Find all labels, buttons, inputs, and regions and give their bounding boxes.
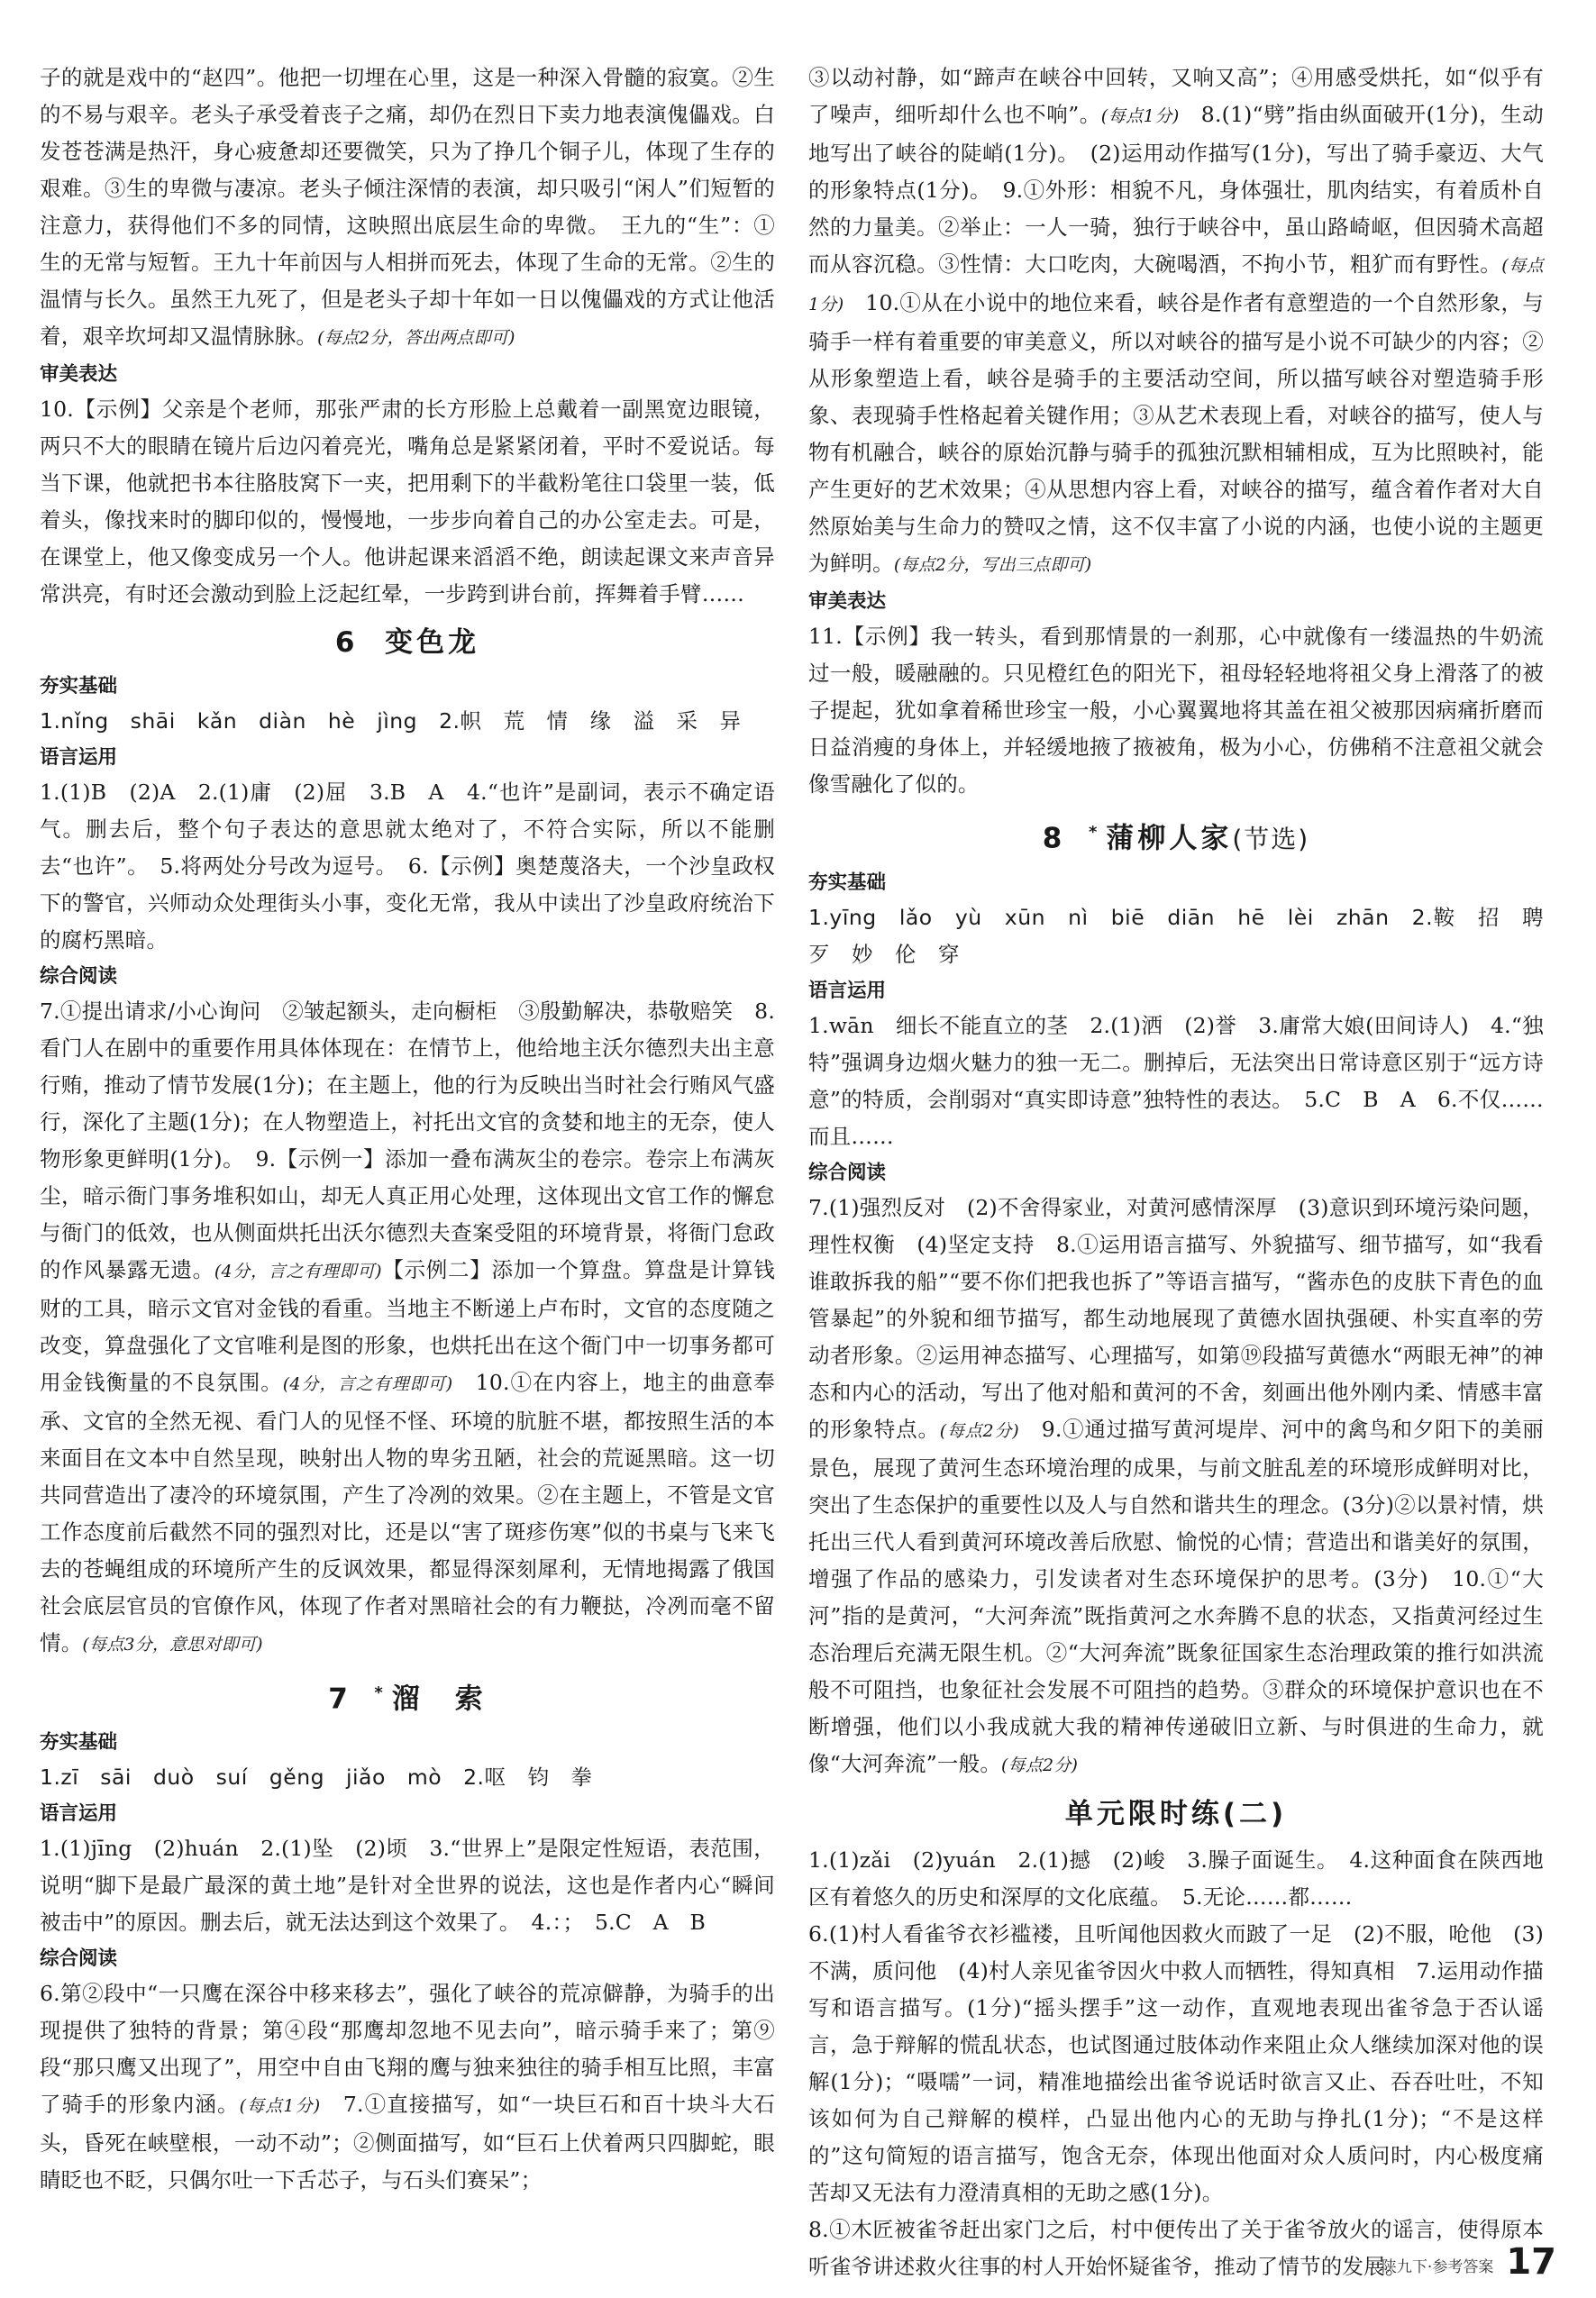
answer-paragraph <box>40 1830 775 1941</box>
answer-text: 6.第②段中“一只鹰在深谷中移来移去”，强化了峡谷的荒凉僻静，为骑手的出现提供了独特的背景；第④段“那鹰却忽地不见去向”，暗示骑手来了；第⑨段“那只鹰又出现了”，用空中自由飞翔的鹰与独来独往的骑手相互比照，丰富了骑手的形象内涵。 <box>40 1981 775 2118</box>
left-column <box>40 59 775 2199</box>
answer-paragraph <box>808 618 1544 803</box>
answer-paragraph <box>40 391 775 613</box>
lesson-subtitle: (节选) <box>1232 824 1310 854</box>
section-heading: 综合阅读 <box>40 965 118 988</box>
answer-text: 9.①通过描写黄河堤岸、河中的禽鸟和夕阳下的美丽景色，展现了黄河生态环境治理的成果，与前文脏乱差的环境形成鲜明对比，突出了生态保护的重要性以及人与自然和谐共生的理念。(3分)②以景衬情，烘托出三代人看到黄河环境改善后欣慰、愉悦的心情；营造出和谐美好的氛围，增强了作品的感染力，引发读者对生态环境保护的思考。(3分) 10.①“大河”指的是黄河，“大河奔流”既指黄河之水奔腾不息的状态，又指黄河经过生态治理后充满无限生机。②“大河奔流”既象征国家生态治理政策的推行如洪流般不可阻挡，也象征社会发展不可阻挡的趋势。③群众的环境保护意识也在不断增强，他们以小我成就大我的精神传递破旧立新、与时俱进的生命力，就像“大河奔流”一般。 <box>808 1417 1544 1777</box>
score-note: (每点1分) <box>1100 106 1180 126</box>
section-heading: 综合阅读 <box>808 1162 887 1185</box>
lesson-name: 单元限时练(二) <box>1064 1798 1288 1831</box>
answer-text: 11.【示例】我一转头，看到那情景的一刹那，心中就像有一缕温热的牛奶流过一般，暖融融的。只见橙红色的阳光下，祖母轻轻地将祖父身上滑落了的被子提起，犹如拿着稀世珍宝一般，小心翼翼地将其盖在祖父被那因病痛折磨而日益消瘦的身体上，并轻缓地掖了掖被角，极为小心，仿佛稍不注意祖父就会像雪融化了似的。 <box>808 624 1544 797</box>
answer-text: 【示例二】添加一个算盘。算盘是计算钱财的工具，暗示文官对金钱的看重。当地主不断递上卢布时，文官的态度随之改变，算盘强化了文官唯利是图的形象，也烘托出在这个衙门中一切事务都可用金钱衡量的不良氛围。 <box>40 1257 775 1395</box>
answer-paragraph <box>808 59 1544 584</box>
answer-paragraph <box>40 993 775 1664</box>
answer-text: 1.wān 细长不能直立的茎 2.(1)洒 (2)誉 3.庸常大娘(田间诗人) 4.“独特”强调身边烟火魅力的独一无二。删掉后，无法突出日常诗意区别于“远方诗意”的特质，会削弱对“真实即诗意”独特性的表达。 5.C B A 6.不仅……而且…… <box>808 1013 1544 1150</box>
footer-label: 陕九下·参考答案 <box>1381 2258 1494 2276</box>
lesson-number: 6 <box>334 626 359 659</box>
lesson-number: 7 <box>328 1682 351 1716</box>
answer-paragraph <box>40 703 775 740</box>
section-heading: 审美表达 <box>40 363 118 386</box>
answer-paragraph <box>40 1759 775 1796</box>
score-note: (每点2分) <box>1001 1755 1079 1776</box>
score-note: (每点3分，意思对即可) <box>82 1635 263 1655</box>
answer-text: 1.(1)jīng (2)huán 2.(1)坠 (2)顷 3.“世界上”是限定性短语，表范围，说明“脚下是最广最深的黄土地”是针对全世界的说法，这也是作者内心“瞬间被击中”的原因。删去后，就无法达到这个效果了。 4.：； 5.C A B <box>40 1836 775 1936</box>
answer-text: 10.①在内容上，地主的曲意奉承、文官的全然无视、看门人的见怪不怪、环境的肮脏不堪，都按照生活的本来面目在文本中自然呈现，映射出人物的卑劣丑陋，社会的荒诞黑暗。这一切共同营造出了凄冷的环境氛围，产生了冷冽的效果。②在主题上，不管是文官工作态度前后截然不同的强烈对比，还是以“害了斑疹伤寒”似的书桌与飞来飞去的苍蝇组成的环境所产生的反讽效果，都显得深刻犀利，无情地揭露了俄国社会底层官员的官僚作风，体现了作者对黑暗社会的有力鞭挞，冷冽而毫不留情。 <box>40 1370 775 1655</box>
answer-paragraph <box>808 899 1565 973</box>
lesson-name: 蒲柳人家 <box>1106 822 1233 855</box>
lesson-title <box>808 1788 1544 1840</box>
answer-text: 1.nǐng shāi kǎn diàn hè jìng 2.帜 荒 情 缘 溢 采 异 <box>40 708 742 734</box>
score-note: (每点2分，写出三点即可) <box>893 555 1092 575</box>
answer-text: 8.(1)“劈”指由纵面破开(1分)，生动地写出了峡谷的陡峭(1分)。 (2)运用动作描写(1分)，写出了骑手豪迈、大气的形象特点(1分)。 9.①外形：相貌不凡，身体强壮，肌肉结实，有着质朴自然的力量美。②举止：一人一骑，独行于峡谷中，虽山路崎岖，但因骑术高超而从容沉稳。③性情：大口吃肉，大碗喝酒，不拘小节，粗犷而有野性。 <box>808 102 1544 277</box>
lesson-number: 8 <box>1042 822 1066 855</box>
section-heading: 夯实基础 <box>40 675 118 698</box>
score-note: (每点1分) <box>808 256 1544 315</box>
answer-paragraph <box>40 1975 775 2199</box>
section-heading: 夯实基础 <box>808 871 887 895</box>
score-note: (每点1分) <box>239 2096 321 2117</box>
lesson-title <box>40 1667 775 1725</box>
answer-paragraph <box>40 59 775 357</box>
answer-text: 1.yīng lǎo yù xūn nì biē diān hē lèi zhān 2.鞍 招 聘 歹 妙 伦 穿 <box>808 905 1565 968</box>
answer-paragraph <box>808 1190 1544 1784</box>
answer-text: 10.【示例】父亲是个老师，那张严肃的长方形脸上总戴着一副黑宽边眼镜，两只不大的眼睛在镜片后边闪着亮光，嘴角总是紧紧闭着，平时不爱说话。每当下课，他就把书本往胳肢窝下一夹，把用剩下的半截粉笔往口袋里一装，低着头，像找来时的脚印似的，慢慢地，一步步向着自己的办公室走去。可是，在课堂上，他又像变成另一个人。他讲起课来滔滔不绝，朗读起课文来声音异常洪亮，有时还会激动到脸上泛起红晕，一步跨到讲台前，挥舞着手臂…… <box>40 397 775 606</box>
answer-paragraph <box>40 774 775 959</box>
answer-text: 10.①从在小说中的地位来看，峡谷是作者有意塑造的一个自然形象，与骑手一样有着重要的审美意义，所以对峡谷的描写是小说不可缺少的内容；②从形象塑造上看，峡谷是骑手的主要活动空间，所以描写峡谷对塑造骑手形象、表现骑手性格起着关键作用；③从艺术表现上看，对峡谷的描写，使人与物有机融合，峡谷的原始沉静与骑手的孤独沉默相辅相成，互为比照映衬，能产生更好的艺术效果；④从思想内容上看，对峡谷的描写，蕴含着作者对大自然原始美与生命力的赞叹之情，这不仅丰富了小说的内涵，也使小说的主题更为鲜明。 <box>808 290 1545 576</box>
lesson-title <box>40 616 775 669</box>
answer-paragraph <box>808 1842 1544 1916</box>
answer-text: 6.(1)村人看雀爷衣衫褴褛，且听闻他因救火而跛了一足 (2)不服，呛他 (3)不满，质问他 (4)村人亲见雀爷因火中救人而牺牲，得知真相 7.运用动作描写和语言描写。(1分)“摇头摆手”这一动作，直观地表现出雀爷急于否认谣言，急于辩解的慌乱状态，也试图通过肢体动作来阻止众人继续加深对他的误解(1分)；“嗫嚅”一词，精准地描绘出雀爷说话时欲言又止、吞吞吐吐，不知该如何为自己辩解的模样，凸显出他内心的无助与挣扎(1分)；“不是这样的”这句简短的语言描写，饱含无奈，体现出他面对众人质问时，内心极度痛苦却又无法有力澄清真相的无助之感(1分)。 <box>808 1921 1544 2206</box>
answer-text: 1.(1)B (2)A 2.(1)庸 (2)屈 3.B A 4.“也许”是副词，表示不确定语气。删去后，整个句子表达的意思就太绝对了，不符合实际，所以不能删去“也许”。 5.将两处分号改为逗号。 6.【示例】奥楚蔑洛夫，一个沙皇政权下的警官，兴师动众处理街头小事，变化无常，我从中读出了沙皇政府统治下的腐朽黑暗。 <box>40 780 775 953</box>
score-note: (每点2分) <box>939 1421 1019 1442</box>
answer-text: ③以动衬静，如“蹄声在峡谷中回转，又响又高”；④用感受烘托，如“似乎有了噪声，细听却什么也不响”。 <box>808 65 1544 127</box>
section-heading: 审美表达 <box>808 590 887 613</box>
section-heading: 语言运用 <box>808 980 887 1003</box>
lesson-title <box>808 807 1544 865</box>
answer-paragraph <box>808 1008 1544 1155</box>
page-footer <box>1382 2239 1556 2282</box>
score-note: (每点2分，答出两点即可) <box>317 328 515 348</box>
answer-text: 7.①提出请求/小心询问 ②皱起额头，走向橱柜 ③殷勤解决，恭敬赔笑 8.看门人在剧中的重要作用具体体现在：在情节上，他给地主沃尔德烈夫出主意行贿，推动了情节发展(1分)；在主题上，他的行为反映出当时社会行贿风气盛行，深化了主题(1分)；在人物塑造上，衬托出文官的贪婪和地主的无奈，使人物形象更鲜明(1分)。 9.【示例一】添加一叠布满灰尘的卷宗。卷宗上布满灰尘，暗示衙门事务堆积如山，却无人真正用心处理，这体现出文官工作的懈怠与衙门的低效，也从侧面烘托出沃尔德烈夫查案受阻的环境背景，将衙门怠政的作风暴露无遗。 <box>40 999 775 1282</box>
section-heading: 语言运用 <box>40 1802 118 1826</box>
score-note: (4分，言之有理即可) <box>214 1262 382 1281</box>
lesson-name: 溜 索 <box>391 1682 487 1716</box>
optional-mark: * <box>1088 823 1098 842</box>
section-heading: 夯实基础 <box>40 1731 118 1755</box>
answer-text: 1.zī sāi duò suí gěng jiǎo mò 2.呕 钧 拳 <box>40 1765 593 1791</box>
score-note: (4分，言之有理即可) <box>282 1374 453 1394</box>
answer-text: 7.(1)强烈反对 (2)不舍得家业，对黄河感情深厚 (3)意识到环境污染问题，理性权衡 (4)坚定支持 8.①运用语言描写、外貌描写、细节描写，如“我看谁敢拆我的船”“要不你们把我也拆了”等语言描写，“酱赤色的皮肤下青色的血管暴起”的外貌和细节描写，都生动地展现了黄德水固执强硬、朴实直率的劳动者形象。②运用神态描写、心理描写，如第⑲段描写黄德水“两眼无神”的神态和内心的活动，写出了他对船和黄河的不舍，刻画出他外刚内柔、情感丰富的形象特点。 <box>808 1195 1544 1443</box>
right-column <box>808 59 1565 2285</box>
optional-mark: * <box>374 1683 383 1702</box>
page-number: 17 <box>1506 2241 1556 2283</box>
lesson-name: 变色龙 <box>385 626 480 659</box>
answer-text: 子的就是戏中的“赵四”。他把一切埋在心里，这是一种深入骨髓的寂寞。②生的不易与艰辛。老头子承受着丧子之痛，却仍在烈日下卖力地表演傀儡戏。白发苍苍满是热汗，身心疲惫却还要微笑，只为了挣几个铜子儿，体现了生存的艰难。③生的卑微与凄凉。老头子倾注深情的表演，却只吸引“闲人”们短暂的注意力，获得他们不多的同情，这映照出底层生命的卑微。 王九的“生”：①生的无常与短暂。王九十年前因与人相拼而死去，体现了生命的无常。②生的温情与长久。虽然王九死了，但是老头子却十年如一日以傀儡戏的方式让他活着，艰辛坎坷却又温情脉脉。 <box>40 65 775 349</box>
answer-text: 7.①直接描写，如“一块巨石和百十块斗大石头，昏死在峡壁根，一动不动”；②侧面描写，如“巨石上伏着两只四脚蛇，眼睛眨也不眨，只偶尔吐一下舌芯子，与石头们赛呆”； <box>40 2092 775 2193</box>
section-heading: 语言运用 <box>40 746 118 769</box>
answer-text: 8.①木匠被雀爷赶出家门之后，村中便传出了关于雀爷放火的谣言，使得原本听雀爷讲述救火往事的村人开始怀疑雀爷，推动了情节的发展。 <box>808 2217 1544 2280</box>
answer-paragraph <box>808 1916 1544 2211</box>
answer-text: 1.(1)zǎi (2)yuán 2.(1)撼 (2)峻 3.臊子面诞生。 4.这种面食在陕西地区有着悠久的历史和深厚的文化底蕴。 5.无论……都…… <box>808 1847 1544 1910</box>
section-heading: 综合阅读 <box>40 1947 118 1971</box>
